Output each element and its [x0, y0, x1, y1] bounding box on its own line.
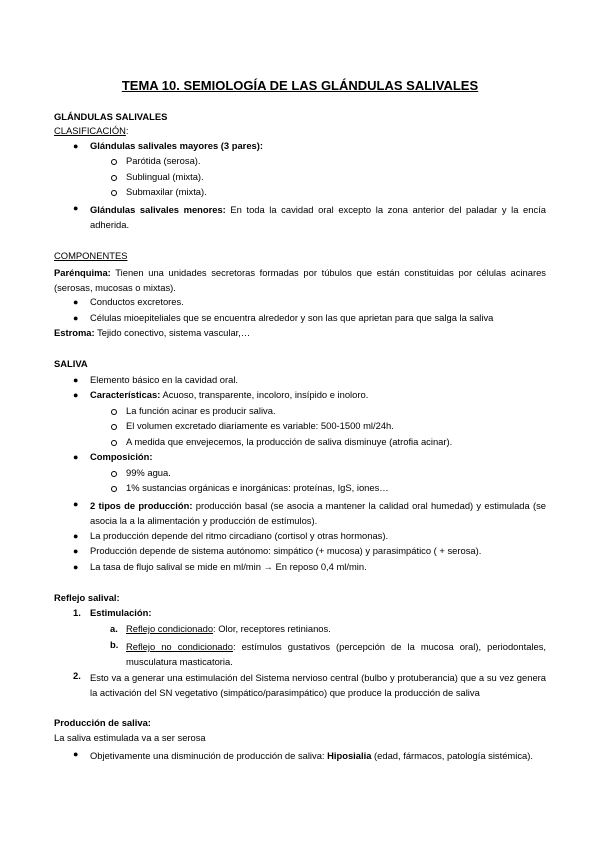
parenquima-paragraph [54, 265, 546, 295]
circle-bullet-icon [111, 159, 117, 165]
tipos-produccion-item [90, 498, 546, 528]
tipos-produccion-label: 2 tipos de producción: [90, 500, 193, 511]
clasificacion-label: CLASIFICACIÓN [54, 125, 126, 136]
bullet-icon: ● [73, 452, 79, 462]
hiposialia-label: Hiposialia [327, 750, 372, 761]
menores-text: En toda la cavidad oral excepto la zona anterior del paladar y la encía adherida. [90, 204, 546, 230]
section-heading-glandulas: GLÁNDULAS SALIVALES [54, 111, 168, 122]
composicion-label: Composición: [90, 451, 153, 462]
mayores-item: Sublingual (mixta). [126, 171, 204, 182]
circle-bullet-icon [111, 486, 117, 492]
estimulacion-label: Estimulación: [90, 607, 152, 618]
mayores-label: Glándulas salivales mayores (3 pares): [90, 140, 264, 151]
bullet-icon: ● [73, 141, 79, 151]
bullet-icon: ● [73, 375, 79, 385]
letter-marker: b. [110, 639, 119, 650]
bullet-icon: ● [73, 531, 79, 541]
saliva-item: La producción depende del ritmo circadiano (cortisol y otras hormonas). [90, 530, 389, 541]
estroma-label: Estroma: [54, 327, 95, 338]
composicion-subitem: 1% sustancias orgánicas e inorgánicas: proteínas, IgS, iones… [126, 482, 389, 493]
bullet-icon: ● [73, 203, 79, 213]
bullet-icon: ● [73, 313, 79, 323]
circle-bullet-icon [111, 190, 117, 196]
caracteristicas-text: Acuoso, transparente, incoloro, insípido e inoloro. [160, 389, 369, 400]
caracteristicas-subitem: El volumen excretado diariamente es variable: 500-1500 ml/24h. [126, 420, 394, 431]
page-title: TEMA 10. SEMIOLOGÍA DE LAS GLÁNDULAS SALIVALES [121, 78, 479, 93]
componentes-item: Conductos excretores. [90, 296, 184, 307]
ordered-marker: 1. [73, 607, 81, 618]
produccion-line: La saliva estimulada va a ser serosa [54, 732, 206, 743]
section-heading-saliva: SALIVA [54, 358, 88, 369]
bullet-icon: ● [73, 749, 79, 759]
ordered-marker: 2. [73, 670, 81, 681]
tipos-produccion-text: producción basal (se asocia a mantener la calidad oral humedad) y estimulada (se asocia la a la alimentación y producción de estímulos). [90, 500, 546, 526]
hiposialia-item [90, 748, 546, 763]
bullet-icon: ● [73, 499, 79, 509]
mayores-item: Submaxilar (mixta). [126, 186, 207, 197]
estroma-paragraph [54, 327, 250, 339]
estroma-text: Tejido conectivo, sistema vascular,… [94, 327, 251, 338]
section-heading-reflejo: Reflejo salival: [54, 592, 120, 603]
caracteristicas-subitem: A medida que envejecemos, la producción de saliva disminuye (atrofia acinar). [126, 436, 453, 447]
clasificacion-heading [54, 125, 129, 137]
letter-marker: a. [110, 623, 118, 634]
reflejo-no-condicionado-label: Reflejo no condicionado [126, 641, 233, 652]
clasificacion-colon: : [125, 125, 129, 136]
circle-bullet-icon [111, 424, 117, 430]
saliva-item: Elemento básico en la cavidad oral. [90, 374, 239, 385]
menores-item [90, 202, 546, 232]
hiposialia-text: Objetivamente una disminución de producción de saliva: [90, 750, 328, 761]
composicion-subitem: 99% agua. [126, 467, 171, 478]
parenquima-text: Tienen una unidades secretoras formadas por túbulos que están constituidas por células acinares (serosas, mucosas o mixtas). [54, 267, 546, 293]
reflejo-condicionado-item [126, 623, 331, 635]
componentes-item: Células mioepiteliales que se encuentra alrededor y son las que aprietan para que salga la saliva [90, 312, 494, 323]
menores-label: Glándulas salivales menores: [90, 204, 226, 215]
parenquima-label: Parénquima: [54, 267, 111, 278]
caracteristicas-subitem: La función acinar es producir saliva. [126, 405, 276, 416]
saliva-item: La tasa de flujo salival se mide en ml/min → En reposo 0,4 ml/min. [90, 561, 367, 572]
caracteristicas-item [90, 389, 368, 401]
bullet-icon: ● [73, 297, 79, 307]
circle-bullet-icon [111, 440, 117, 446]
section-heading-componentes: COMPONENTES [54, 250, 128, 261]
reflejo-no-condicionado-text: : estímulos gustativos (percepción de la mucosa oral), periodontales, musculatura masticatoria. [126, 641, 547, 667]
reflejo-condicionado-text: : Olor, receptores retinianos. [213, 623, 331, 634]
bullet-icon: ● [73, 390, 79, 400]
reflejo-no-condicionado-item [126, 639, 546, 669]
circle-bullet-icon [111, 409, 117, 415]
caracteristicas-label: Características: [90, 389, 161, 400]
circle-bullet-icon [111, 471, 117, 477]
reflejo-item-2: Esto va a generar una estimulación del Sistema nervioso central (bulbo y protuberancia) que a su vez genera la activación del SN vegetativo (simpático/parasimpático) que produce la producción de saliva [90, 672, 546, 698]
mayores-item: Parótida (serosa). [126, 155, 201, 166]
bullet-icon: ● [73, 562, 79, 572]
hiposialia-text2: (edad, fármacos, patología sistémica). [371, 750, 533, 761]
circle-bullet-icon [111, 175, 117, 181]
section-heading-produccion: Producción de saliva: [54, 717, 151, 728]
saliva-item: Producción depende de sistema autónomo: simpático (+ mucosa) y parasimpático ( + serosa). [90, 545, 482, 556]
reflejo-condicionado-label: Reflejo condicionado [126, 623, 214, 634]
bullet-icon: ● [73, 546, 79, 556]
